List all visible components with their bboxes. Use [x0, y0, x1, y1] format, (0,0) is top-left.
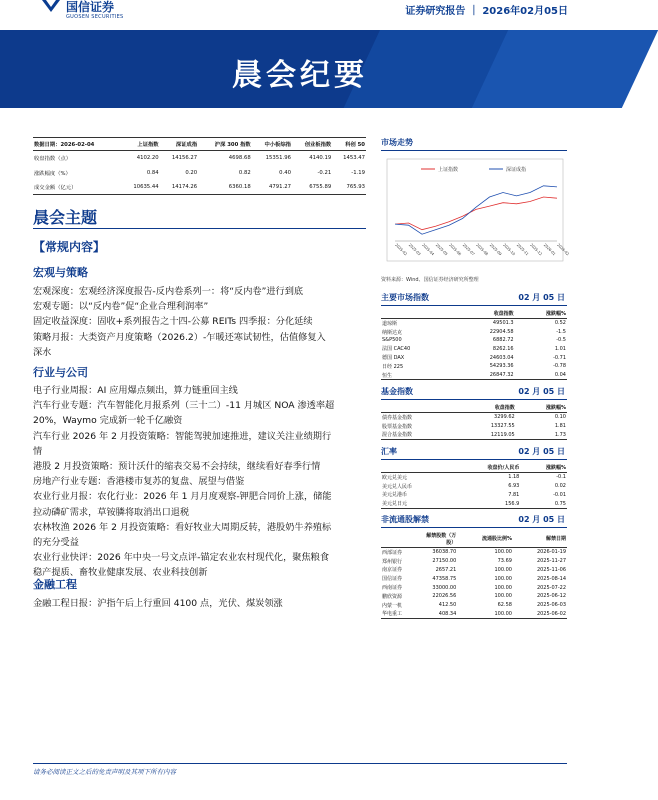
table-cell: -0.01 [553, 491, 566, 498]
table-cell: 14156.27 [171, 155, 198, 162]
table-cell: 2025-08-14 [536, 575, 566, 582]
report-link[interactable]: 汽车行业 2026 年 2 月投资策略：智能驾驶加速推进，建议关注业绩期行 [33, 430, 332, 442]
report-type-date: 证券研究报告 ｜ 2026年02月05日 [405, 6, 568, 17]
table-header: 沪深 300 指数 [198, 138, 252, 151]
table-row [381, 548, 567, 557]
quant-list [33, 596, 368, 611]
x-tick-label: 2025-07 [461, 242, 476, 257]
table-row [381, 583, 567, 592]
table-cell: 0.82 [238, 169, 251, 176]
table-cell: 54293.36 [489, 363, 514, 370]
logo-icon [40, 0, 62, 18]
table-header [381, 402, 456, 413]
category-heading-industry: 行业与公司 [33, 366, 88, 379]
table-row [381, 344, 567, 353]
table-header [381, 530, 419, 548]
x-tick-label: 2026-02 [556, 242, 570, 257]
row-label: 纳斯达克 [382, 329, 403, 336]
report-link-cont[interactable]: 的充分受益 [33, 537, 79, 549]
table-cell: 4791.27 [252, 180, 292, 195]
report-link-cont[interactable]: 情 [33, 445, 43, 457]
report-link[interactable]: 港股 2 月投资策略：预计沃什的缩表交易不会持续，继续看好春季行情 [33, 461, 321, 473]
fund-indices-table [381, 402, 567, 440]
x-tick-label: 2025-08 [475, 242, 489, 257]
market-trend-chart [381, 155, 570, 273]
panel-title: 主要市场指数 [381, 293, 429, 302]
table-row [381, 413, 567, 422]
unlock-header [381, 514, 567, 528]
row-label: 美元兑日元 [381, 499, 449, 508]
chart-svg [381, 155, 570, 273]
table-cell: 412.50 [438, 602, 457, 609]
category-heading-macro: 宏观与策略 [33, 266, 88, 279]
table-header-row [381, 308, 567, 319]
table-cell: 2025-06-12 [536, 593, 566, 600]
report-link-cont[interactable]: 拉动磷矿需求，草铵膦将取消出口退税 [33, 506, 190, 518]
logo-name-en: GUOSEN SECURITIES [66, 14, 124, 20]
table-row [381, 431, 567, 440]
x-tick-label: 2025-06 [448, 242, 462, 257]
table-cell: 4698.68 [228, 155, 251, 162]
report-link[interactable]: 汽车行业专题：汽车智能化月报系列（三十二）-11 月城区 NOA 渗透率超 [33, 400, 335, 412]
table-header [381, 308, 453, 319]
table-row [381, 328, 567, 337]
table-cell: 7.81 [508, 491, 520, 498]
table-header: 中小板综指 [252, 138, 292, 151]
table-row [381, 499, 567, 508]
row-label: 内蒙一机 [382, 602, 403, 609]
row-label: 涨跌幅度（%） [34, 170, 71, 177]
table-header [381, 462, 449, 473]
series-line [395, 186, 557, 234]
row-label: 债券基金指数 [382, 414, 413, 421]
table-cell: 36038.70 [432, 549, 457, 556]
table-cell: 2025-07-22 [536, 584, 566, 591]
row-label: 法国 CAC40 [382, 346, 411, 353]
macro-list [33, 284, 368, 360]
row-label: 鹏欣资源 [382, 593, 403, 600]
table-cell: -0.71 [553, 354, 566, 361]
table-cell: 156.9 [449, 499, 521, 508]
report-link[interactable]: 宏观专题：以“反内卷”促“企业合理利润率” [33, 301, 209, 313]
table-header-row [33, 138, 366, 151]
report-link[interactable]: 宏观深度：宏观经济深度报告-反内卷系列一：将“反内卷”进行到底 [33, 286, 304, 297]
row-label: 道琼斯 [382, 320, 398, 327]
table-row [381, 319, 567, 328]
table-cell: 8262.16 [492, 345, 514, 352]
table-row [381, 473, 567, 482]
table-row [33, 165, 366, 179]
panel-date: 02 月 05 日 [518, 515, 565, 524]
table-cell: 0.52 [554, 320, 566, 327]
table-cell: 2025-11-06 [536, 566, 566, 573]
table-row [381, 574, 567, 583]
row-label: 国信证券 [382, 576, 403, 583]
footer-divider [33, 763, 567, 764]
table-row [381, 353, 567, 362]
table-cell: 14174.26 [160, 180, 199, 195]
table-cell: 4102.20 [136, 155, 159, 162]
panel-date: 02 月 05 日 [518, 293, 565, 302]
chart-source: 资料来源：Wind、国信证券经济研究所整理 [381, 277, 479, 283]
report-link[interactable]: 固定收益深度：固收+系列报告之十四-公募 REITs 四季报：分化延续 [33, 316, 313, 328]
report-link[interactable]: 房地产行业专题：香港楼市复苏的复盘、展望与借鉴 [33, 476, 245, 488]
row-label: 成交金额（亿元） [33, 180, 121, 195]
x-tick-label: 2025-04 [421, 242, 435, 257]
x-tick-label: 2025-11 [515, 242, 530, 257]
row-label: 收盘指数（点） [34, 156, 72, 163]
table-cell: 408.34 [419, 609, 457, 618]
table-header: 数据日期：2026-02-04 [33, 138, 121, 151]
row-label: 混合基金指数 [381, 431, 456, 440]
index-table [33, 137, 366, 195]
table-cell: 100.00 [494, 549, 512, 556]
table-header: 创业板指数 [292, 138, 332, 151]
logo-name: 国信证券 [66, 0, 115, 14]
x-tick-label: 2025-03 [407, 242, 422, 257]
table-cell: 3299.62 [494, 414, 515, 421]
table-cell: -1.5 [556, 329, 566, 336]
row-label: 西部证券 [382, 549, 403, 556]
table-header: 解禁日期 [513, 530, 567, 548]
table-cell: 100.00 [494, 593, 512, 600]
table-row [381, 592, 567, 601]
global-indices-header [381, 292, 567, 306]
table-cell: 24603.04 [489, 354, 514, 361]
row-label: 欧元兑美元 [382, 474, 408, 481]
row-label: 德国 DAX [382, 355, 405, 362]
table-row [381, 557, 567, 566]
table-cell: 33000.00 [432, 584, 457, 591]
row-label: 南京证券 [382, 567, 403, 574]
table-cell: 22026.56 [432, 593, 457, 600]
table-cell: 73.69 [497, 558, 512, 565]
table-row [381, 566, 567, 575]
table-cell: 12119.05 [456, 431, 516, 440]
table-cell: 0.04 [515, 371, 567, 380]
table-cell: 2026-01-19 [536, 549, 566, 556]
report-link-cont[interactable]: 深水 [33, 346, 52, 358]
row-label: 美元兑港币 [382, 492, 408, 499]
table-cell: 100.00 [457, 609, 513, 618]
divider [33, 228, 366, 229]
row-label: 美元兑人民币 [382, 483, 413, 490]
table-row [381, 491, 567, 500]
report-link-cont[interactable]: 稳产提质、畜牧业健康发展、农业科技创新 [33, 567, 208, 579]
table-header: 收盘指数 [453, 308, 515, 319]
report-link[interactable]: 农林牧渔 2026 年 2 月投资策略：看好牧业大周期反转，港股奶牛养殖标 [33, 521, 332, 533]
table-cell: 0.75 [520, 499, 567, 508]
page-title: 晨会纪要 [232, 58, 368, 93]
table-cell: -0.78 [553, 363, 566, 370]
series-line [395, 197, 557, 230]
table-header: 流通股比例% [457, 530, 513, 548]
table-cell: -0.1 [556, 474, 566, 481]
table-cell: 1.18 [508, 474, 520, 481]
x-tick-label: 2025-10 [502, 242, 516, 257]
fx-table [381, 462, 567, 509]
table-row [381, 337, 567, 345]
table-cell: -1.19 [351, 169, 365, 176]
table-cell: 47358.75 [432, 575, 457, 582]
table-row [381, 371, 567, 380]
table-cell: 2657.21 [435, 566, 457, 573]
table-cell: 10635.44 [121, 180, 160, 195]
report-link-cont[interactable]: 20%，Waymo 完成新一轮千亿融资 [33, 415, 183, 427]
report-link[interactable]: 金融工程日报：沪指午后上行重回 4100 点，光伏、煤炭领涨 [33, 598, 283, 609]
report-link[interactable]: 农业行业月报：农化行业：2026 年 1 月月度观察-钾肥合同价上涨，储能 [33, 491, 332, 503]
table-row [33, 180, 366, 195]
table-cell: 0.10 [554, 414, 566, 421]
title-banner [0, 30, 600, 108]
panel-date: 02 月 05 日 [518, 447, 565, 456]
report-link[interactable]: 策略月报：大类资产月度策略（2026.2）-乍暖还寒试韧性，估值修复入 [33, 331, 326, 343]
table-header: 解禁股数（万股） [419, 530, 457, 548]
panel-date: 02 月 05 日 [518, 387, 565, 396]
disclaimer-note: 请务必阅读正文之后的免责声明及其项下所有内容 [33, 768, 176, 776]
table-cell: 765.93 [332, 180, 366, 195]
logo [0, 0, 160, 28]
table-cell: 4140.19 [309, 155, 332, 162]
table-header-row [381, 530, 567, 548]
panel-title: 汇率 [381, 447, 397, 456]
table-cell: 1.81 [554, 423, 566, 430]
table-header: 涨跌幅% [520, 462, 567, 473]
subsection-title: 【常规内容】 [33, 240, 106, 254]
table-header-row [381, 402, 567, 413]
table-row [381, 601, 567, 610]
row-label: 郑州银行 [382, 558, 403, 565]
table-cell: 62.58 [497, 602, 512, 609]
table-cell: 27150.00 [432, 558, 457, 565]
table-header: 收盘指数 [456, 402, 516, 413]
legend-label: 深证成指 [506, 167, 527, 173]
table-header: 涨跌幅% [516, 402, 567, 413]
table-cell: 0.84 [146, 169, 159, 176]
table-cell: 100.00 [494, 584, 512, 591]
panel-title: 非流通股解禁 [381, 515, 429, 524]
row-label: 西南证券 [382, 585, 403, 592]
unlock-table [381, 530, 567, 619]
table-header-row [381, 462, 567, 473]
table-cell: 100.00 [494, 566, 512, 573]
table-cell: 6360.18 [198, 180, 252, 195]
category-heading-quant: 金融工程 [33, 578, 77, 591]
table-cell: 1453.47 [343, 155, 365, 162]
table-cell: 2025-11-27 [536, 558, 566, 565]
table-cell: 22904.58 [489, 329, 514, 336]
industry-list [33, 383, 368, 581]
table-cell: -0.21 [317, 169, 332, 176]
table-cell: 2025-06-03 [536, 602, 566, 609]
x-tick-label: 2025-05 [434, 242, 449, 257]
table-row [33, 151, 366, 166]
x-tick-label: 2025-02 [394, 242, 408, 257]
table-cell: 0.20 [185, 169, 198, 176]
x-tick-label: 2026-01 [542, 242, 557, 257]
table-header: 科创 50 [332, 138, 366, 151]
table-row [381, 362, 567, 371]
table-header: 涨跌幅% [515, 308, 567, 319]
table-row [381, 609, 567, 618]
panel-title: 基金指数 [381, 387, 413, 396]
global-indices-table [381, 308, 567, 380]
legend-label: 上证指数 [438, 167, 459, 173]
report-link[interactable]: 农业行业快评：2026 年中央一号文点评-锚定农业农村现代化，聚焦粮食 [33, 552, 330, 564]
table-row [381, 422, 567, 431]
table-header: 收盘价/人民币 [449, 462, 521, 473]
fx-header [381, 446, 567, 460]
table-cell: 1.73 [516, 431, 567, 440]
table-cell: 6755.89 [292, 180, 332, 195]
table-cell: 6882.72 [492, 337, 514, 344]
table-cell: 0.02 [554, 483, 566, 490]
table-cell: 49501.3 [492, 320, 514, 327]
market-trend-header [381, 137, 567, 151]
report-link[interactable]: 电子行业周报：AI 应用爆点频出，算力链重回主线 [33, 385, 238, 396]
x-tick-label: 2025-12 [529, 242, 543, 257]
section-title: 晨会主题 [33, 208, 98, 227]
panel-title: 市场走势 [381, 138, 413, 147]
row-label: S&P500 [382, 337, 402, 344]
table-cell: 100.00 [494, 575, 512, 582]
table-cell: 26847.32 [453, 371, 515, 380]
table-cell: 2025-06-02 [513, 609, 567, 618]
x-tick-label: 2025-09 [488, 242, 503, 257]
table-cell: -0.5 [556, 337, 566, 344]
table-cell: 15351.96 [265, 155, 291, 162]
row-label: 恒生 [381, 371, 453, 380]
row-label: 股票基金指数 [382, 423, 413, 430]
table-cell: 13327.55 [490, 423, 515, 430]
table-cell: 6.93 [508, 483, 520, 490]
table-cell: 0.40 [279, 169, 291, 176]
table-header: 深证成指 [160, 138, 199, 151]
table-cell: 1.01 [554, 345, 566, 352]
row-label: 日经 225 [382, 363, 404, 370]
row-label: 华电重工 [381, 609, 419, 618]
table-row [381, 482, 567, 491]
table-header: 上证指数 [121, 138, 160, 151]
fund-indices-header [381, 386, 567, 400]
